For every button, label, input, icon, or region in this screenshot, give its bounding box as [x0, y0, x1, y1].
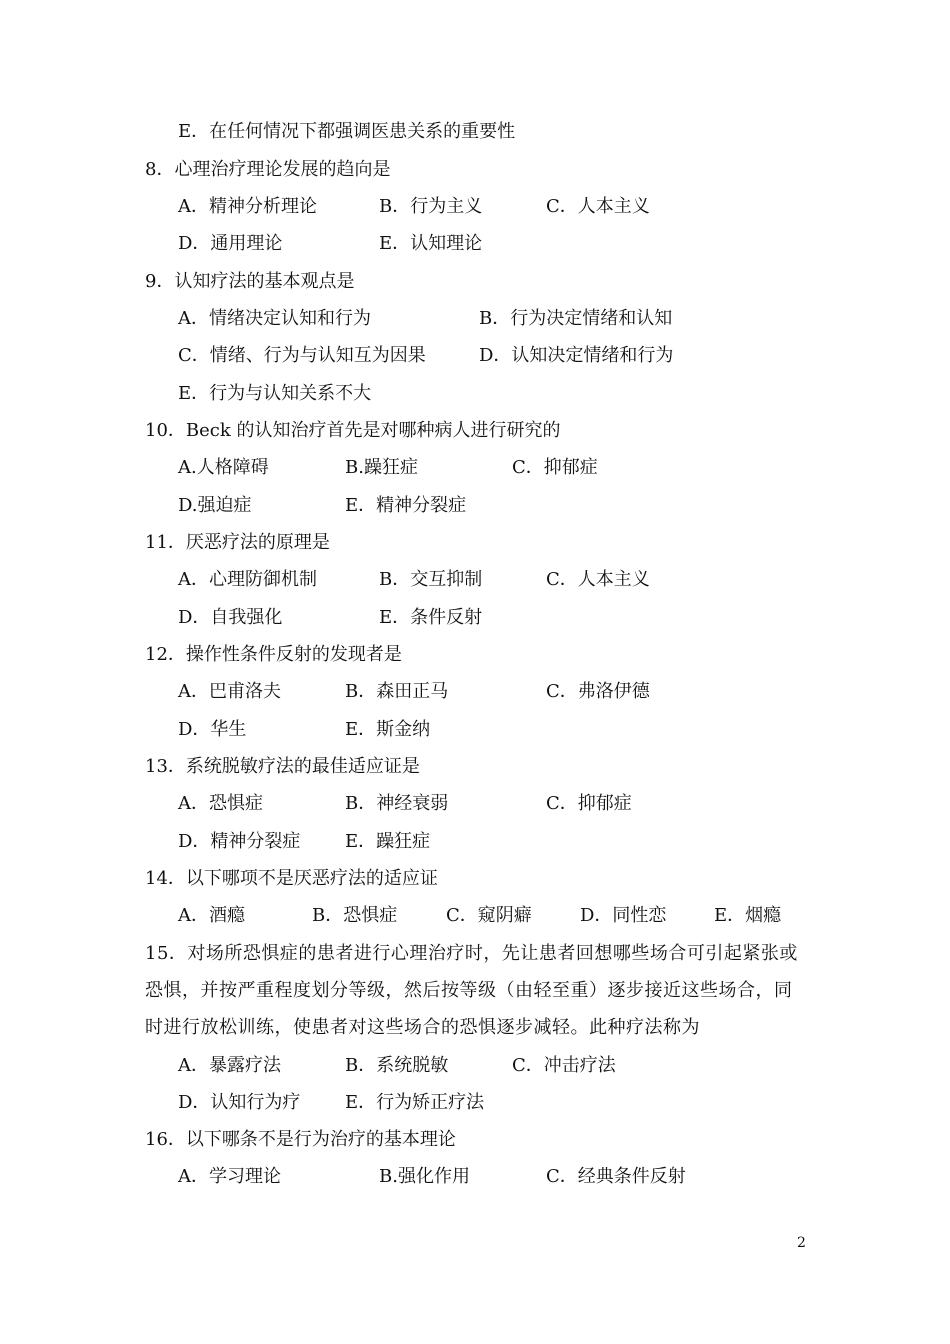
q15-option-d: D．认知行为疗: [178, 1092, 301, 1113]
q14-option-b: B．恐惧症: [312, 905, 398, 926]
question-15-stem-line-3: 时进行放松训练，使患者对这些场合的恐惧逐步减轻。此种疗法称为: [145, 1017, 700, 1038]
q11-option-a: A．心理防御机制: [178, 569, 317, 590]
q12-option-c: C．弗洛伊德: [546, 681, 650, 702]
page-number: 2: [797, 1235, 806, 1251]
question-14-stem: 14．以下哪项不是厌恶疗法的适应证: [145, 868, 438, 889]
q8-option-c: C．人本主义: [546, 196, 650, 217]
q11-option-b: B．交互抑制: [379, 569, 483, 590]
q8-option-a: A．精神分析理论: [178, 196, 317, 217]
q15-option-e: E．行为矫正疗法: [345, 1092, 485, 1113]
question-16-stem: 16．以下哪条不是行为治疗的基本理论: [145, 1129, 456, 1150]
q8-option-b: B．行为主义: [379, 196, 483, 217]
q10-option-b: B.躁狂症: [345, 457, 418, 478]
q9-option-c: C．情绪、行为与认知互为因果: [178, 345, 426, 366]
q13-option-c: C．抑郁症: [546, 793, 632, 814]
q9-option-b: B．行为决定情绪和认知: [479, 308, 673, 329]
q9-option-e: E．行为与认知关系不大: [178, 383, 372, 404]
question-11-stem: 11．厌恶疗法的原理是: [145, 532, 330, 553]
q10-option-d: D.强迫症: [178, 495, 252, 516]
q15-option-b: B．系统脱敏: [345, 1055, 449, 1076]
question-15-stem-line-1: 15．对场所恐惧症的患者进行心理治疗时，先让患者回想哪些场合可引起紧张或: [145, 943, 798, 964]
q16-option-a: A．学习理论: [178, 1166, 281, 1187]
q9-option-a: A．情绪决定认知和行为: [178, 308, 371, 329]
q14-option-c: C．窥阴癖: [446, 905, 532, 926]
q12-option-b: B．森田正马: [345, 681, 449, 702]
q13-option-e: E．躁狂症: [345, 831, 431, 852]
q8-option-d: D．通用理论: [178, 233, 283, 254]
q9-option-d: D．认知决定情绪和行为: [479, 345, 674, 366]
q13-option-b: B．神经衰弱: [345, 793, 449, 814]
question-15-stem-line-2: 恐惧，并按严重程度划分等级，然后按等级（由轻至重）逐步接近这些场合，同: [145, 980, 793, 1001]
q8-option-e: E．认知理论: [379, 233, 483, 254]
q10-option-e: E．精神分裂症: [345, 495, 467, 516]
question-10-stem: 10．Beck 的认知治疗首先是对哪种病人进行研究的: [145, 420, 561, 441]
q12-option-a: A．巴甫洛夫: [178, 681, 281, 702]
q11-option-e: E．条件反射: [379, 607, 483, 628]
q13-option-a: A．恐惧症: [178, 793, 263, 814]
q10-option-a: A.人格障碍: [178, 457, 269, 478]
q12-option-d: D．华生: [178, 719, 247, 740]
question-12-stem: 12．操作性条件反射的发现者是: [145, 644, 402, 665]
q14-option-e: E．烟瘾: [714, 905, 782, 926]
q16-option-b: B.强化作用: [379, 1166, 470, 1187]
q14-option-d: D．同性恋: [580, 905, 667, 926]
prev-option-e: E．在任何情况下都强调医患关系的重要性: [178, 121, 516, 142]
q11-option-c: C．人本主义: [546, 569, 650, 590]
q15-option-a: A．暴露疗法: [178, 1055, 281, 1076]
question-13-stem: 13．系统脱敏疗法的最佳适应证是: [145, 756, 420, 777]
q12-option-e: E．斯金纳: [345, 719, 431, 740]
question-8-stem: 8．心理治疗理论发展的趋向是: [145, 159, 391, 180]
q15-option-c: C．冲击疗法: [512, 1055, 616, 1076]
q14-option-a: A．酒瘾: [178, 905, 245, 926]
q16-option-c: C．经典条件反射: [546, 1166, 686, 1187]
q10-option-c: C．抑郁症: [512, 457, 598, 478]
q13-option-d: D．精神分裂症: [178, 831, 301, 852]
q11-option-d: D．自我强化: [178, 607, 283, 628]
question-9-stem: 9．认知疗法的基本观点是: [145, 271, 355, 292]
